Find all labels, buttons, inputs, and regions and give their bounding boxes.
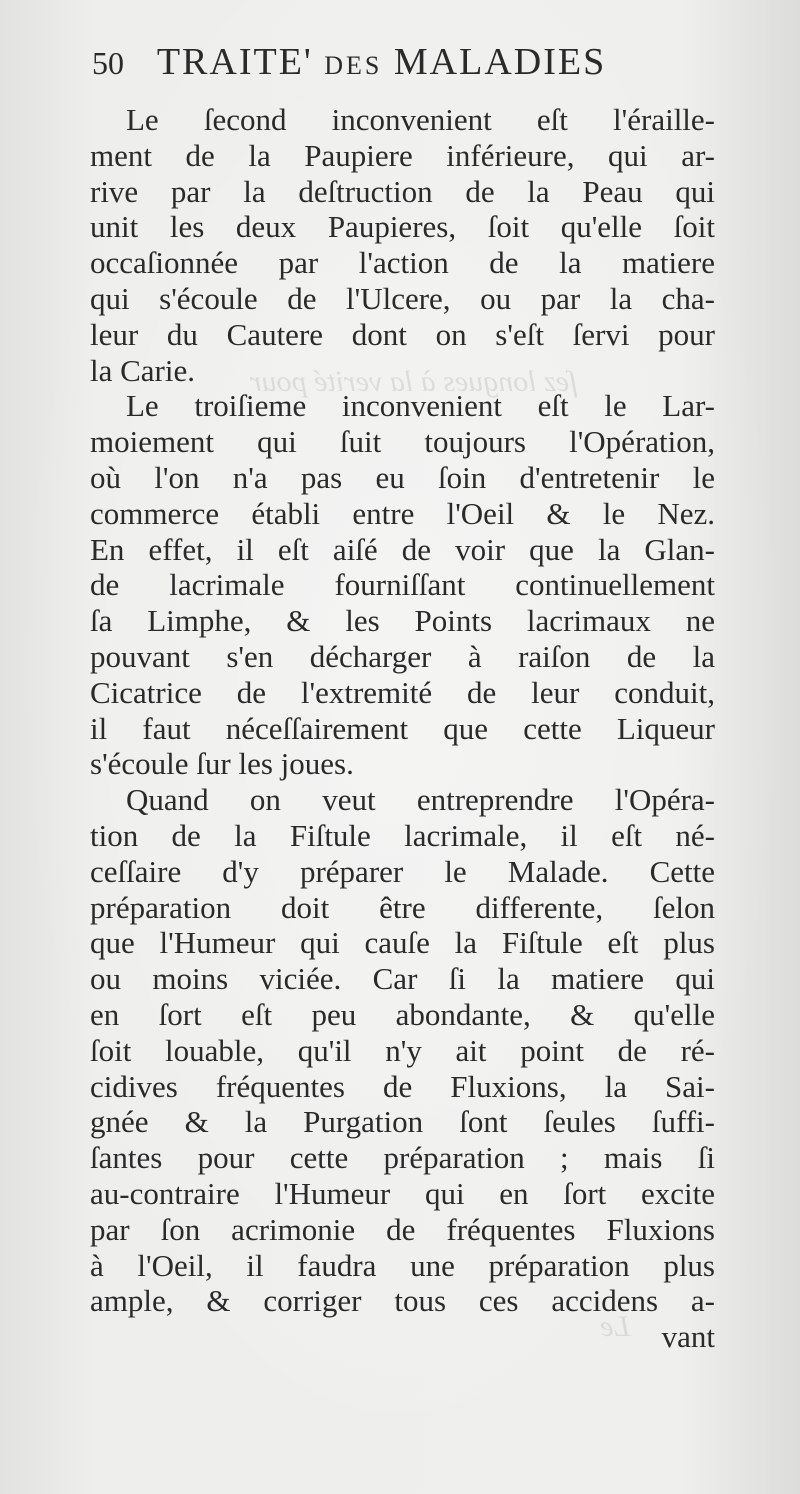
text-line: En effet, il eſt aiſé de voir que la Glan- xyxy=(90,531,715,567)
text-line: ment de la Paupiere inférieure, qui ar- xyxy=(90,137,715,173)
text-line: Quand on veut entreprendre l'Opéra- xyxy=(126,782,715,818)
body-text xyxy=(90,102,715,1355)
text-line: tion de la Fiſtule lacrimale, il eſt né- xyxy=(90,817,715,853)
text-line: ſoit louable, qu'il n'y ait point de ré- xyxy=(90,1032,715,1068)
text-line: commerce établi entre l'Oeil & le Nez. xyxy=(90,495,715,531)
text-line: leur du Cautere dont on s'eſt ſervi pour xyxy=(90,316,715,352)
text-line: ou moins viciée. Car ſi la matiere qui xyxy=(90,961,715,997)
text-line: moiement qui ſuit toujours l'Opération, xyxy=(90,424,715,460)
text-line: de lacrimale fourniſſant continuellement xyxy=(90,567,715,603)
text-line: occaſionnée par l'action de la matiere xyxy=(90,245,715,281)
text-line: s'écoule ſur les joues. xyxy=(90,746,354,782)
bleed-through-mark: ſez longues à la verité pour xyxy=(250,365,578,398)
catchword: vant xyxy=(661,1319,715,1355)
page-number: 50 xyxy=(92,45,124,81)
text-line: au-contraire l'Humeur qui en ſort excite xyxy=(90,1175,715,1211)
text-line: où l'on n'a pas eu ſoin d'entretenir le xyxy=(90,459,715,495)
text-line: ceſſaire d'y préparer le Malade. Cette xyxy=(90,853,715,889)
text-line: rive par la deſtruction de la Peau qui xyxy=(90,173,715,209)
text-line: qui s'écoule de l'Ulcere, ou par la cha- xyxy=(90,280,715,316)
text-line: par ſon acrimonie de fréquentes Fluxions xyxy=(90,1211,715,1247)
text-line: Le troiſieme inconvenient eſt le Lar- xyxy=(126,388,715,424)
text-line: en ſort eſt peu abondante, & qu'elle xyxy=(90,996,715,1032)
text-line: pouvant s'en décharger à raiſon de la xyxy=(90,638,715,674)
text-line: unit les deux Paupieres, ſoit qu'elle ſoit xyxy=(90,209,715,245)
text-line: cidives fréquentes de Fluxions, la Sai- xyxy=(90,1068,715,1104)
text-line: ſantes pour cette préparation ; mais ſi xyxy=(90,1140,715,1176)
text-line: préparation doit être differente, ſelon xyxy=(90,889,715,925)
text-line: il faut néceſſairement que cette Liqueur xyxy=(90,710,715,746)
header-title-traite: TRAITE' xyxy=(156,41,313,83)
text-line: que l'Humeur qui cauſe la Fiſtule eſt plus xyxy=(90,925,715,961)
text-line: ample, & corriger tous ces accidens a- xyxy=(90,1283,715,1319)
text-line: Le ſecond inconvenient eſt l'éraille- xyxy=(126,102,715,137)
text-line: ſa Limphe, & les Points lacrimaux ne xyxy=(90,603,715,639)
header-title-maladies: MALADIES xyxy=(393,41,607,83)
text-line: gnée & la Purgation ſont ſeules ſuffi- xyxy=(90,1104,715,1140)
text-line: la Carie. xyxy=(90,352,196,388)
running-header xyxy=(92,38,692,86)
text-line: Cicatrice de l'extremité de leur conduit, xyxy=(90,674,715,710)
header-title-des: DES xyxy=(324,51,383,80)
bleed-through-mark: Le xyxy=(600,1310,630,1343)
text-line: à l'Oeil, il faudra une préparation plus xyxy=(90,1247,715,1283)
